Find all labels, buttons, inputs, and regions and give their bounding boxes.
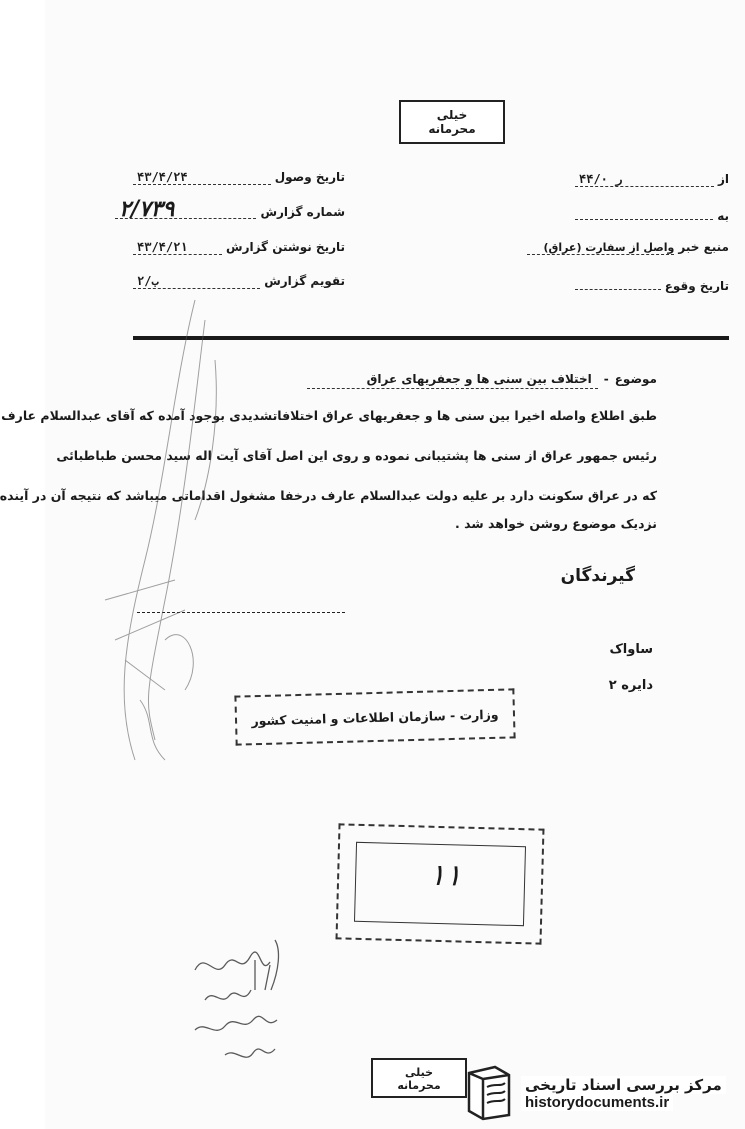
- receipt-date-value: ۴۳/۴/۲۴: [133, 170, 271, 185]
- recipients-divider: [137, 612, 345, 613]
- to-label: به: [717, 209, 729, 223]
- subject-line: [307, 372, 657, 389]
- watermark-text: [521, 1076, 726, 1111]
- body-line-2: رئیس جمهور عراق از سنی ها پشتیبانی نموده و روی این اصل آقای آیت اله سید محسن طباطبائی: [56, 448, 657, 463]
- from-label: از: [717, 172, 729, 186]
- occurrence-date-field: [575, 276, 729, 293]
- classification-top-label: خیلی محرمانه: [428, 108, 476, 136]
- body-line-4: نزدیک موضوع روشن خواهد شد .: [455, 516, 657, 531]
- watermark-url: historydocuments.ir: [521, 1094, 673, 1111]
- report-number-field: [115, 196, 345, 222]
- to-field: [575, 206, 729, 223]
- receipt-date-label: تاریخ وصول: [274, 170, 345, 184]
- ministry-stamp: [234, 688, 515, 745]
- report-evaluation-label: تقویم گزارش: [264, 274, 345, 288]
- subject-value: اختلاف بین سنی ها و جعفریهای عراق: [307, 372, 598, 389]
- registry-stamp-mark: ۱۱: [428, 857, 462, 894]
- occurrence-date-value: [575, 276, 661, 290]
- report-evaluation-field: [133, 274, 345, 289]
- classification-bottom-label: خیلی محرمانه: [397, 1066, 441, 1092]
- occurrence-date-label: تاریخ وقوع: [664, 279, 729, 293]
- report-number-value: ۲/۷۳۹: [115, 200, 256, 219]
- report-writing-date-field: [133, 240, 345, 255]
- recipients-heading: گیرندگان: [560, 566, 635, 586]
- subject-label: موضوع: [614, 372, 657, 386]
- ministry-stamp-text: وزارت - سازمان اطلاعات و امنیت کشور: [251, 706, 499, 728]
- from-field: [575, 172, 729, 187]
- recipient-savak: ساواک: [609, 642, 653, 657]
- watermark-title: مرکز بررسی اسناد تاریخی: [521, 1076, 726, 1094]
- classification-bottom-box: [371, 1058, 467, 1098]
- news-source-label: منبع خبر: [678, 240, 729, 254]
- body-line-3: که در عراق سکونت دارد بر علیه دولت عبدالسلام عارف درخفا مشغول اقداماتی میباشد که نتیجه آن در آینده: [0, 488, 657, 503]
- news-source-field: [527, 240, 729, 255]
- report-writing-date-value: ۴۳/۴/۲۱: [133, 240, 222, 255]
- registry-stamp: [336, 823, 545, 944]
- classification-top-box: [399, 100, 505, 144]
- report-writing-date-label: تاریخ نوشتن گزارش: [226, 240, 345, 254]
- header-divider: [133, 336, 729, 340]
- from-value: ر ۴۴/۰: [575, 172, 714, 187]
- receipt-date-field: [133, 170, 345, 185]
- report-evaluation-value: ۲/ب: [133, 274, 260, 289]
- report-number-label: شماره گزارش: [260, 205, 345, 219]
- recipient-department-2: دایره ۲: [608, 678, 653, 693]
- body-line-1: طبق اطلاع واصله اخیرا بین سنی ها و جعفریهای عراق اختلافاتشدیدی بوجود آمده که آقای عبدالسلام عارف: [1, 408, 657, 423]
- watermark: [465, 1062, 737, 1124]
- subject-separator: -: [603, 372, 609, 386]
- to-value: [575, 206, 713, 220]
- news-source-value: واصل از سفارت (عراق): [527, 241, 674, 255]
- book-logo-icon: [465, 1065, 513, 1121]
